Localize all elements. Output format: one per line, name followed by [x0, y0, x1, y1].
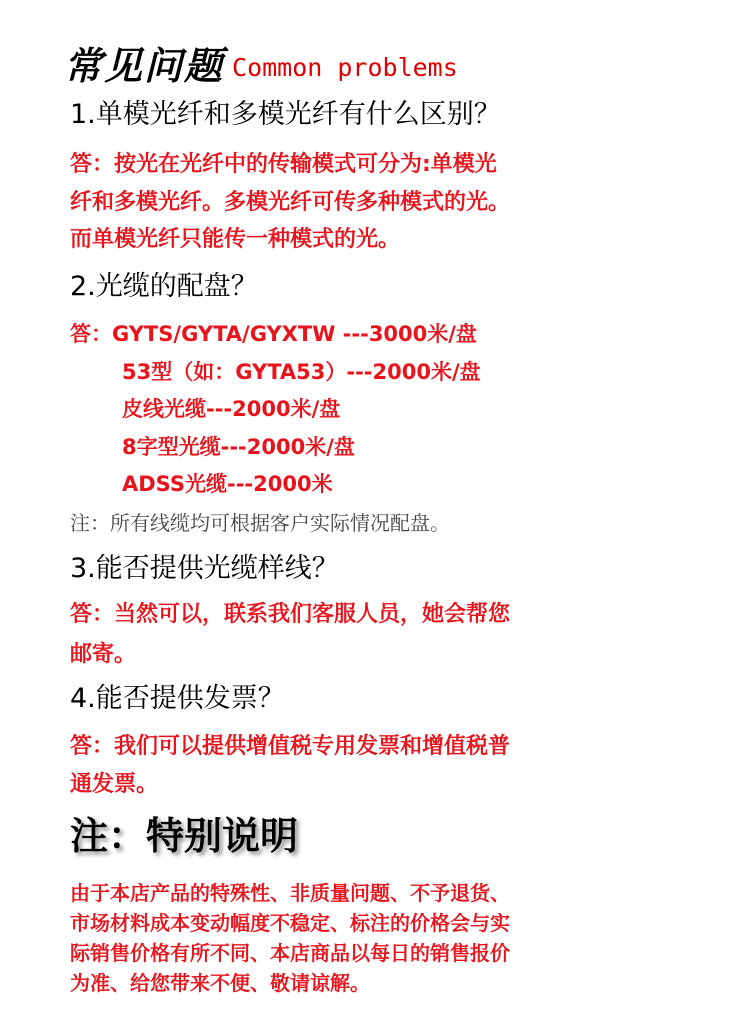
special-notice-line-2: 市场材料成本变动幅度不稳定、标注的价格会与实 — [70, 911, 510, 935]
answer-2-line-1: 答：GYTS/GYTA/GYXTW ---3000米/盘 — [70, 322, 477, 346]
question-1: 1.单模光纤和多模光纤有什么区别？ — [70, 99, 501, 130]
page-subtitle: Common problems — [232, 53, 458, 82]
special-notice-line-4: 为准、给您带来不便、敬请谅解。 — [70, 971, 370, 995]
answer-1-line-2: 纤和多模光纤。多模光纤可传多种模式的光。 — [70, 190, 511, 215]
answer-3-line-2: 邮寄。 — [70, 642, 137, 667]
question-2: 2.光缆的配盘？ — [70, 271, 258, 302]
question-3: 3.能否提供光缆样线？ — [70, 553, 339, 584]
page-header — [64, 38, 458, 88]
answer-2-line-3: 皮线光缆---2000米/盘 — [122, 397, 341, 421]
answer-1-line-3: 而单模光纤只能传一种模式的光。 — [70, 227, 401, 252]
answer-3-line-1: 答：当然可以，联系我们客服人员，她会帮您 — [70, 602, 511, 627]
answer-1-line-1: 答：按光在光纤中的传输模式可分为:单模光 — [70, 152, 497, 177]
answer-2-line-5: ADSS光缆---2000米 — [122, 472, 333, 496]
answer-4-line-2: 通发票。 — [70, 772, 159, 797]
answer-2-line-2: 53型（如：GYTA53）---2000米/盘 — [122, 360, 481, 384]
special-notice-title: 注：特别说明 — [70, 814, 299, 858]
question-4: 4.能否提供发票？ — [70, 683, 285, 714]
answer-2-note: 注：所有线缆均可根据客户实际情况配盘。 — [70, 511, 450, 535]
answer-2-line-4: 8字型光缆---2000米/盘 — [122, 435, 355, 459]
special-notice-line-3: 际销售价格有所不同、本店商品以每日的销售报价 — [70, 941, 510, 965]
answer-4-line-1: 答：我们可以提供增值税专用发票和增值税普 — [70, 734, 511, 759]
special-notice-line-1: 由于本店产品的特殊性、非质量问题、不予退货、 — [70, 881, 510, 905]
page-title: 常见问题 — [64, 43, 225, 88]
